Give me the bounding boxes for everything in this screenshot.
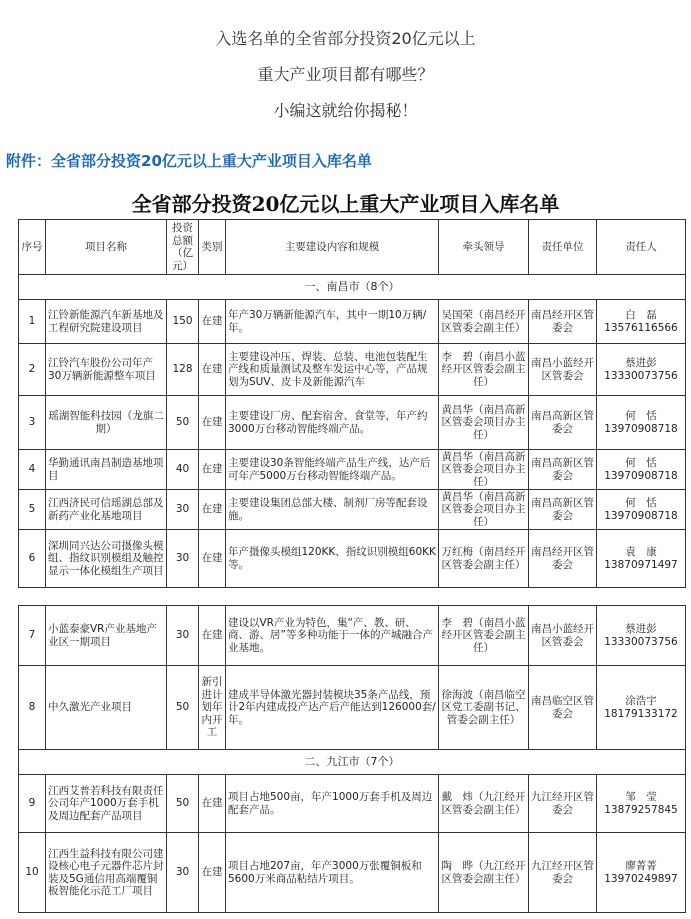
row-type: 在建 [199, 490, 226, 530]
row-name: 华勤通讯南昌制造基地项目 [46, 450, 167, 490]
section-label-jiujiang: 二、九江市（7个） [19, 750, 686, 775]
header-seq: 序号 [19, 220, 46, 275]
row-leader: 黄昌华（南昌高新区管委会项目办主任） [439, 450, 529, 490]
row-content: 主要建设厂房、配套宿舍、食堂等，年产约3000万台移动智能终端产品。 [226, 396, 439, 450]
table-row [19, 344, 686, 396]
person-name: 涂浩宇 [625, 695, 657, 707]
intro-line-2: 重大产业项目都有哪些？ [257, 65, 434, 84]
person-phone: 13970908718 [604, 422, 678, 435]
row-content: 项目占地500亩，年产1000万套手机及周边配套产品。 [226, 775, 439, 833]
row-name: 江铃新能源汽车新基地及工程研究院建设项目 [46, 300, 167, 344]
row-leader: 戴 炜（九江经开区管委会副主任） [439, 775, 529, 833]
person-name: 廖菁菁 [625, 860, 657, 872]
header-leader: 牵头领导 [439, 220, 529, 275]
row-type: 在建 [199, 450, 226, 490]
person-name: 何 恬 [625, 410, 657, 422]
row-content: 主要建设30条智能终端产品生产线，达产后可年产5000万台移动智能终端产品。 [226, 450, 439, 490]
row-leader: 李 碧（南昌小蓝经开区管委会副主任） [439, 606, 529, 666]
row-type: 在建 [199, 396, 226, 450]
row-person [597, 300, 686, 344]
header-unit: 责任单位 [529, 220, 597, 275]
person-phone: 13576116566 [604, 321, 678, 334]
row-person [597, 490, 686, 530]
row-unit: 南昌经开区管委会 [529, 530, 597, 588]
row-type: 在建 [199, 775, 226, 833]
row-leader: 陶 晔（九江经开区管委会副主任） [439, 833, 529, 913]
row-invest: 30 [167, 606, 199, 666]
row-content: 建设以VR产业为特色，集“产、教、研、商、游、居”等多种功能于一体的产城融合产业基地。 [226, 606, 439, 666]
table-row [19, 490, 686, 530]
row-seq: 7 [19, 606, 46, 666]
header-content: 主要建设内容和规模 [226, 220, 439, 275]
intro-line-1: 入选名单的全省部分投资20亿元以上 [215, 29, 476, 48]
header-name: 项目名称 [46, 220, 167, 275]
row-leader: 吴国荣（南昌经开区管委会副主任） [439, 300, 529, 344]
row-invest: 50 [167, 396, 199, 450]
row-content: 年产摄像头模组120KK、指纹识别模组60KK等。 [226, 530, 439, 588]
row-type: 在建 [199, 606, 226, 666]
section-row [19, 750, 686, 775]
row-unit: 南昌高新区管委会 [529, 450, 597, 490]
row-content: 项目占地207亩，年产3000万张覆铜板和5600万米商品粘结片项目。 [226, 833, 439, 913]
table-row [19, 450, 686, 490]
row-unit: 南昌高新区管委会 [529, 490, 597, 530]
section-label-nanchang: 一、南昌市（8个） [19, 275, 686, 300]
table-row [19, 666, 686, 750]
row-seq: 8 [19, 666, 46, 750]
table-header-row [19, 220, 686, 275]
row-name: 小蓝泰豪VR产业基地产业区一期项目 [46, 606, 167, 666]
intro-line-3: 小编这就给你揭秘！ [273, 101, 418, 120]
row-seq: 9 [19, 775, 46, 833]
row-type: 在建 [199, 344, 226, 396]
row-unit: 南昌小蓝经开区管委会 [529, 606, 597, 666]
row-unit: 南昌经开区管委会 [529, 300, 597, 344]
person-name: 何 恬 [625, 457, 657, 469]
row-invest: 30 [167, 490, 199, 530]
row-invest: 128 [167, 344, 199, 396]
row-name: 江铃汽车股份公司年产30万辆新能源整车项目 [46, 344, 167, 396]
row-name: 深圳同兴达公司摄像头模组、指纹识别模组及触控显示一体化模组生产项目 [46, 530, 167, 588]
row-invest: 40 [167, 450, 199, 490]
row-invest: 30 [167, 530, 199, 588]
row-unit: 南昌临空区管委会 [529, 666, 597, 750]
person-name: 蔡进彭 [625, 623, 657, 635]
table-row [19, 833, 686, 913]
row-leader: 万红梅（南昌经开区管委会副主任） [439, 530, 529, 588]
row-name: 江西济民可信瑶湖总部及新药产业化基地项目 [46, 490, 167, 530]
table-row [19, 300, 686, 344]
table-row [19, 775, 686, 833]
project-table-part-1 [18, 219, 686, 588]
row-unit: 南昌小蓝经开区管委会 [529, 344, 597, 396]
person-phone: 13970908718 [604, 509, 678, 522]
person-phone: 13879257845 [604, 803, 678, 816]
row-invest: 50 [167, 666, 199, 750]
row-leader: 李 碧（南昌小蓝经开区管委会副主任） [439, 344, 529, 396]
project-table-part-2 [18, 605, 686, 913]
row-invest: 50 [167, 775, 199, 833]
table-row [19, 530, 686, 588]
table-row [19, 396, 686, 450]
person-phone: 13330073756 [604, 635, 678, 648]
row-seq: 1 [19, 300, 46, 344]
person-phone: 13970908718 [604, 469, 678, 482]
person-name: 何 恬 [625, 497, 657, 509]
row-type: 在建 [199, 300, 226, 344]
row-type: 在建 [199, 530, 226, 588]
row-seq: 3 [19, 396, 46, 450]
row-name: 江西生益科技有限公司建设核心电子元器件芯片封装及5G通信用高端覆铜板智能化示范工厂项目 [46, 833, 167, 913]
row-seq: 2 [19, 344, 46, 396]
document-title: 全省部分投资20亿元以上重大产业项目入库名单 [131, 192, 560, 216]
attachment-label: 附件：全省部分投资20亿元以上重大产业项目入库名单 [6, 152, 372, 170]
row-seq: 5 [19, 490, 46, 530]
row-leader: 黄昌华（南昌高新区管委会项目办主任） [439, 490, 529, 530]
person-name: 袁 康 [625, 546, 657, 558]
section-row [19, 275, 686, 300]
row-person [597, 450, 686, 490]
row-seq: 4 [19, 450, 46, 490]
row-seq: 6 [19, 530, 46, 588]
row-content: 主要建设冲压、焊装、总装、电池包装配生产线和质量测试及整车发运中心等，产品规划为SUV、皮卡及新能源汽车 [226, 344, 439, 396]
row-name: 中久激光产业项目 [46, 666, 167, 750]
header-person: 责任人 [597, 220, 686, 275]
row-unit: 南昌高新区管委会 [529, 396, 597, 450]
person-name: 白 磊 [625, 309, 657, 321]
person-phone: 13970249897 [604, 872, 678, 885]
header-invest: 投资总额（亿元） [167, 220, 199, 275]
row-name: 江西艾普若科技有限责任公司年产1000万套手机及周边配套产品项目 [46, 775, 167, 833]
row-person [597, 666, 686, 750]
row-invest: 150 [167, 300, 199, 344]
row-content: 主要建设集团总部大楼、制剂厂房等配套设施。 [226, 490, 439, 530]
person-name: 邹 莹 [625, 791, 657, 803]
row-person [597, 833, 686, 913]
row-person [597, 344, 686, 396]
row-person [597, 775, 686, 833]
row-type: 新引进计划年内开工 [199, 666, 226, 750]
row-content: 年产30万辆新能源汽车，其中一期10万辆/年。 [226, 300, 439, 344]
row-leader: 徐海波（南昌临空区党工委副书记、管委会副主任） [439, 666, 529, 750]
row-unit: 九江经开区管委会 [529, 775, 597, 833]
row-invest: 30 [167, 833, 199, 913]
row-name: 瑶湖智能科技园（龙旗二期） [46, 396, 167, 450]
person-name: 蔡进彭 [625, 357, 657, 369]
row-type: 在建 [199, 833, 226, 913]
row-person [597, 396, 686, 450]
row-unit: 九江经开区管委会 [529, 833, 597, 913]
header-type: 类别 [199, 220, 226, 275]
person-phone: 13870971497 [604, 558, 678, 571]
person-phone: 18179133172 [604, 707, 678, 720]
row-seq: 10 [19, 833, 46, 913]
person-phone: 13330073756 [604, 369, 678, 382]
row-leader: 黄昌华（南昌高新区管委会项目办主任） [439, 396, 529, 450]
table-row [19, 606, 686, 666]
row-person [597, 530, 686, 588]
row-content: 建成半导体激光器封装模块35条产品线，预计2年内建成投产达产后产能达到126000套/年。 [226, 666, 439, 750]
row-person [597, 606, 686, 666]
